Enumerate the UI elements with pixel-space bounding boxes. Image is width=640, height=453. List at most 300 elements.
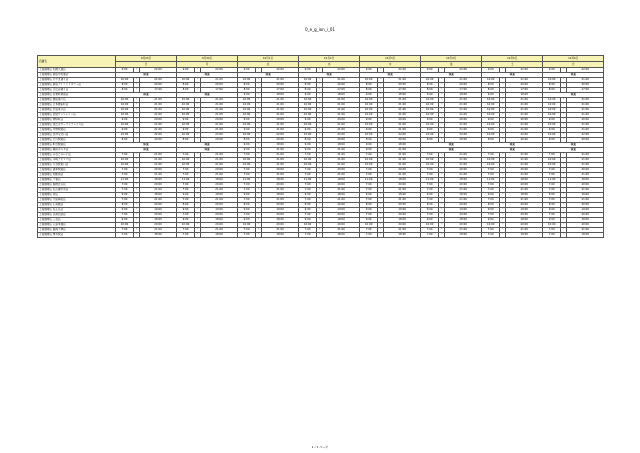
open-time: 9:00 <box>116 193 134 198</box>
time-separator: 〜 <box>318 163 321 166</box>
time-separator: 〜 <box>135 213 138 216</box>
close-time: 21:00 <box>384 173 421 178</box>
open-time: 10:00 <box>421 223 439 228</box>
close-time: 21:00 <box>384 98 421 103</box>
close-time: 20:00 <box>323 118 360 123</box>
close-time: 20:00 <box>201 203 238 208</box>
close-time: 18:00 <box>201 233 238 238</box>
open-time: 10:00 <box>543 133 561 138</box>
close-time: 20:00 <box>384 213 421 218</box>
open-time: 8:00 <box>299 88 317 93</box>
time-separator: 〜 <box>196 88 199 91</box>
close-time: 22:00 <box>201 133 238 138</box>
open-time: 9:00 <box>543 208 561 213</box>
open-time: 8:00 <box>116 88 134 93</box>
open-time: 9:00 <box>299 193 317 198</box>
close-time: 20:00 <box>567 183 604 188</box>
time-separator: 〜 <box>379 138 382 141</box>
time-separator: 〜 <box>196 113 199 116</box>
close-time: 20:00 <box>262 223 299 228</box>
time-separator: 〜 <box>562 88 566 91</box>
time-separator: 〜 <box>501 153 504 156</box>
time-separator: 〜 <box>318 143 321 146</box>
time-separator: 〜 <box>501 108 504 111</box>
time-separator: 〜 <box>196 223 199 226</box>
time-separator: 〜 <box>318 93 321 96</box>
time-separator: 〜 <box>501 223 504 226</box>
store-name: 上島珈琲店 立川駅前店 <box>38 138 116 143</box>
close-time: 20:00 <box>262 138 299 143</box>
time-separator: 〜 <box>196 108 199 111</box>
close-time: 21:00 <box>262 188 299 193</box>
open-time: 7:00 <box>177 188 195 193</box>
time-separator: 〜 <box>135 223 138 226</box>
close-time: 21:00 <box>567 188 604 193</box>
close-time: 21:00 <box>323 148 360 153</box>
header-weekday: 水 <box>299 62 360 68</box>
time-separator: 〜 <box>562 163 566 166</box>
open-time: 10:00 <box>421 78 439 83</box>
time-separator: 〜 <box>501 103 504 106</box>
open-time: 10:00 <box>238 123 256 128</box>
open-time: 7:00 <box>116 183 134 188</box>
close-time: 17:00 <box>201 88 238 93</box>
open-time: 10:00 <box>360 163 378 168</box>
close-time: 20:00 <box>384 138 421 143</box>
open-time: 8:00 <box>421 203 439 208</box>
close-time: 21:00 <box>506 198 543 203</box>
time-separator: 〜 <box>440 208 443 211</box>
close-time: 18:00 <box>506 218 543 223</box>
open-time: 9:00 <box>360 218 378 223</box>
close-time: 18:00 <box>323 218 360 223</box>
time-separator: 〜 <box>257 118 260 121</box>
close-time: 20:00 <box>140 118 177 123</box>
time-separator: 〜 <box>135 103 138 106</box>
close-time: 21:00 <box>201 153 238 158</box>
open-time: 7:00 <box>421 233 439 238</box>
close-time: 22:00 <box>445 68 482 73</box>
close-time: 20:00 <box>201 118 238 123</box>
time-separator: 〜 <box>318 138 321 141</box>
open-time: 7:00 <box>238 173 256 178</box>
open-time: 9:00 <box>299 68 317 73</box>
time-separator: 〜 <box>135 118 138 121</box>
time-separator: 〜 <box>562 123 566 126</box>
store-name: 上島珈琲店 大阪梅田店 <box>38 198 116 203</box>
close-time: 21:00 <box>384 158 421 163</box>
open-time: 10:00 <box>543 113 561 118</box>
open-time: 10:00 <box>421 98 439 103</box>
open-time: 9:00 <box>360 143 378 148</box>
time-separator: 〜 <box>318 118 321 121</box>
open-time: 10:00 <box>299 113 317 118</box>
close-time: 18:00 <box>384 143 421 148</box>
close-time: 18:00 <box>445 178 482 183</box>
open-time: 9:00 <box>299 218 317 223</box>
time-separator: 〜 <box>440 138 443 141</box>
close-time: 21:00 <box>262 163 299 168</box>
close-time: 21:00 <box>140 113 177 118</box>
open-time: 11:00 <box>360 178 378 183</box>
open-time: 7:00 <box>177 153 195 158</box>
close-time: 22:00 <box>445 133 482 138</box>
closed-label: 休業 <box>543 143 604 148</box>
time-separator: 〜 <box>562 138 566 141</box>
open-time: 7:00 <box>482 183 500 188</box>
close-time: 20:00 <box>567 223 604 228</box>
close-time: 21:00 <box>445 98 482 103</box>
open-time: 7:00 <box>177 173 195 178</box>
open-time: 11:00 <box>421 178 439 183</box>
close-time: 21:00 <box>262 123 299 128</box>
open-time: 9:00 <box>238 118 256 123</box>
time-separator: 〜 <box>196 128 199 131</box>
time-separator: 〜 <box>318 68 321 71</box>
open-time: 8:00 <box>360 138 378 143</box>
close-time: 20:00 <box>140 183 177 188</box>
close-time: 21:00 <box>567 228 604 233</box>
closed-label: 休業 <box>116 93 177 98</box>
open-time: 9:00 <box>116 208 134 213</box>
time-separator: 〜 <box>318 168 321 171</box>
open-time: 10:00 <box>360 78 378 83</box>
open-time: 7:00 <box>177 228 195 233</box>
close-time: 21:00 <box>140 163 177 168</box>
time-separator: 〜 <box>257 158 260 161</box>
open-time: 7:00 <box>360 168 378 173</box>
open-time: 8:00 <box>421 83 439 88</box>
close-time: 19:00 <box>201 208 238 213</box>
open-time: 9:00 <box>299 208 317 213</box>
open-time: 9:00 <box>421 218 439 223</box>
open-time: 9:00 <box>116 218 134 223</box>
open-time: 9:00 <box>116 68 134 73</box>
open-time: 7:00 <box>543 198 561 203</box>
open-time: 10:00 <box>482 78 500 83</box>
time-separator: 〜 <box>379 178 382 181</box>
store-name: 上島珈琲店 札幌大通店 <box>38 68 116 73</box>
close-time: 20:00 <box>506 203 543 208</box>
closed-label: 休業 <box>482 73 543 78</box>
close-time: 18:00 <box>140 193 177 198</box>
open-time: 8:00 <box>177 83 195 88</box>
time-separator: 〜 <box>318 108 321 111</box>
document-title: 0_e_g_ion_i_01 <box>305 27 335 32</box>
open-time: 8:00 <box>421 138 439 143</box>
header-date: 10月3日 <box>360 56 421 62</box>
time-separator: 〜 <box>379 98 382 101</box>
time-separator: 〜 <box>440 193 443 196</box>
open-time: 7:00 <box>421 228 439 233</box>
open-time: 8:00 <box>543 203 561 208</box>
store-name: 上島珈琲店 渋谷東口店 <box>38 108 116 113</box>
time-separator: 〜 <box>196 98 199 101</box>
close-time: 21:00 <box>567 153 604 158</box>
closed-label: 休業 <box>543 73 604 78</box>
open-time: 9:00 <box>238 93 256 98</box>
time-separator: 〜 <box>562 223 566 226</box>
close-time: 20:00 <box>506 83 543 88</box>
time-separator: 〜 <box>379 188 382 191</box>
close-time: 22:00 <box>201 68 238 73</box>
time-separator: 〜 <box>196 158 199 161</box>
open-time: 9:00 <box>482 208 500 213</box>
open-time: 7:00 <box>482 188 500 193</box>
time-separator: 〜 <box>379 103 382 106</box>
close-time: 18:00 <box>567 178 604 183</box>
close-time: 21:00 <box>140 78 177 83</box>
close-time: 18:00 <box>384 193 421 198</box>
open-time: 8:00 <box>360 88 378 93</box>
time-separator: 〜 <box>440 93 443 96</box>
close-time: 20:00 <box>262 183 299 188</box>
open-time: 7:00 <box>238 168 256 173</box>
time-separator: 〜 <box>440 158 443 161</box>
time-separator: 〜 <box>562 183 566 186</box>
open-time: 10:00 <box>177 223 195 228</box>
open-time: 9:00 <box>177 118 195 123</box>
time-separator: 〜 <box>501 98 504 101</box>
close-time: 18:00 <box>384 93 421 98</box>
time-separator: 〜 <box>562 158 566 161</box>
open-time: 9:00 <box>421 118 439 123</box>
time-separator: 〜 <box>562 78 566 81</box>
open-time: 10:00 <box>299 108 317 113</box>
open-time: 10:00 <box>360 133 378 138</box>
time-separator: 〜 <box>501 203 504 206</box>
closed-label: 休業 <box>177 143 238 148</box>
open-time: 10:00 <box>482 133 500 138</box>
close-time: 22:00 <box>262 68 299 73</box>
open-time: 9:00 <box>482 218 500 223</box>
close-time: 21:00 <box>140 98 177 103</box>
close-time: 20:00 <box>445 168 482 173</box>
store-name: 上島珈琲店 町田駅前店 <box>38 143 116 148</box>
time-separator: 〜 <box>257 138 260 141</box>
close-time: 21:00 <box>262 228 299 233</box>
time-separator: 〜 <box>135 78 138 81</box>
time-separator: 〜 <box>318 183 321 186</box>
close-time: 21:00 <box>384 103 421 108</box>
close-time: 21:00 <box>506 98 543 103</box>
time-separator: 〜 <box>562 108 566 111</box>
close-time: 21:00 <box>140 198 177 203</box>
time-separator: 〜 <box>501 228 504 231</box>
open-time: 7:00 <box>543 188 561 193</box>
close-time: 21:00 <box>567 78 604 83</box>
open-time: 7:00 <box>299 228 317 233</box>
store-name: 上島珈琲店 心斎橋店 <box>38 203 116 208</box>
open-time: 10:00 <box>116 108 134 113</box>
open-time: 7:00 <box>421 213 439 218</box>
time-separator: 〜 <box>196 163 199 166</box>
open-time: 9:00 <box>177 208 195 213</box>
close-time: 21:00 <box>445 113 482 118</box>
time-separator: 〜 <box>379 108 382 111</box>
time-separator: 〜 <box>440 133 443 136</box>
close-time: 20:00 <box>384 183 421 188</box>
open-time: 10:00 <box>238 113 256 118</box>
time-separator: 〜 <box>135 133 138 136</box>
time-separator: 〜 <box>257 218 260 221</box>
open-time: 9:00 <box>482 68 500 73</box>
open-time: 7:00 <box>177 183 195 188</box>
close-time: 18:00 <box>262 218 299 223</box>
time-separator: 〜 <box>257 163 260 166</box>
close-time: 20:00 <box>201 168 238 173</box>
time-separator: 〜 <box>196 203 199 206</box>
open-time: 9:00 <box>238 148 256 153</box>
close-time: 20:00 <box>262 168 299 173</box>
close-time: 18:00 <box>384 233 421 238</box>
open-time: 10:00 <box>177 133 195 138</box>
closed-label: 休業 <box>482 148 543 153</box>
close-time: 21:00 <box>445 153 482 158</box>
open-time: 8:00 <box>543 138 561 143</box>
close-time: 21:00 <box>445 78 482 83</box>
close-time: 21:00 <box>201 98 238 103</box>
time-separator: 〜 <box>501 93 504 96</box>
close-time: 20:00 <box>445 213 482 218</box>
open-time: 8:00 <box>543 88 561 93</box>
open-time: 10:00 <box>299 223 317 228</box>
time-separator: 〜 <box>501 128 504 131</box>
time-separator: 〜 <box>318 83 321 86</box>
close-time: 20:00 <box>445 223 482 228</box>
time-separator: 〜 <box>257 108 260 111</box>
open-time: 8:00 <box>482 88 500 93</box>
open-time: 10:00 <box>421 108 439 113</box>
open-time: 8:00 <box>116 138 134 143</box>
time-separator: 〜 <box>257 93 260 96</box>
open-time: 7:00 <box>299 173 317 178</box>
close-time: 21:00 <box>323 98 360 103</box>
open-time: 8:00 <box>482 138 500 143</box>
open-time: 10:00 <box>116 78 134 83</box>
header-store-name: 店舗名 <box>38 56 116 68</box>
open-time: 7:00 <box>543 233 561 238</box>
close-time: 20:00 <box>140 213 177 218</box>
open-time: 10:00 <box>421 113 439 118</box>
close-time: 20:00 <box>140 138 177 143</box>
open-time: 7:00 <box>421 188 439 193</box>
close-time: 21:00 <box>445 198 482 203</box>
close-time: 21:00 <box>262 113 299 118</box>
close-time: 18:00 <box>323 178 360 183</box>
time-separator: 〜 <box>440 178 443 181</box>
store-name: 上島珈琲店 大宮駅東口店 <box>38 163 116 168</box>
close-time: 21:00 <box>323 228 360 233</box>
close-time: 21:00 <box>384 123 421 128</box>
store-name: 上島珈琲店 浦和駅前店 <box>38 168 116 173</box>
open-time: 9:00 <box>238 128 256 133</box>
open-time: 9:00 <box>543 128 561 133</box>
close-time: 17:00 <box>323 88 360 93</box>
time-separator: 〜 <box>440 128 443 131</box>
close-time: 20:00 <box>384 83 421 88</box>
time-separator: 〜 <box>379 113 382 116</box>
close-time: 18:00 <box>506 93 543 98</box>
open-time: 7:00 <box>238 188 256 193</box>
time-separator: 〜 <box>440 188 443 191</box>
time-separator: 〜 <box>135 218 138 221</box>
time-separator: 〜 <box>135 138 138 141</box>
time-separator: 〜 <box>501 158 504 161</box>
time-separator: 〜 <box>440 123 443 126</box>
time-separator: 〜 <box>440 173 443 176</box>
close-time: 21:00 <box>445 188 482 193</box>
close-time: 21:00 <box>567 173 604 178</box>
time-separator: 〜 <box>562 178 566 181</box>
closed-label: 休業 <box>482 143 543 148</box>
open-time: 7:00 <box>421 173 439 178</box>
close-time: 21:00 <box>201 158 238 163</box>
close-time: 21:00 <box>445 128 482 133</box>
open-time: 10:00 <box>543 158 561 163</box>
close-time: 22:00 <box>323 68 360 73</box>
close-time: 20:00 <box>262 203 299 208</box>
time-separator: 〜 <box>196 233 199 236</box>
closed-label: 休業 <box>421 148 482 153</box>
time-separator: 〜 <box>562 193 566 196</box>
time-separator: 〜 <box>440 233 443 236</box>
open-time: 7:00 <box>360 188 378 193</box>
time-separator: 〜 <box>379 218 382 221</box>
time-separator: 〜 <box>257 233 260 236</box>
open-time: 9:00 <box>482 193 500 198</box>
closed-label: 休業 <box>299 73 360 78</box>
time-separator: 〜 <box>196 123 199 126</box>
open-time: 9:00 <box>238 143 256 148</box>
time-separator: 〜 <box>318 178 321 181</box>
time-separator: 〜 <box>440 68 443 71</box>
close-time: 21:00 <box>506 128 543 133</box>
open-time: 7:00 <box>299 213 317 218</box>
close-time: 21:00 <box>201 188 238 193</box>
open-time: 7:00 <box>177 198 195 203</box>
closed-label: 休業 <box>360 73 421 78</box>
close-time: 21:00 <box>445 228 482 233</box>
open-time: 9:00 <box>482 118 500 123</box>
open-time: 10:00 <box>421 163 439 168</box>
time-separator: 〜 <box>379 183 382 186</box>
open-time: 9:00 <box>360 68 378 73</box>
close-time: 21:00 <box>262 173 299 178</box>
close-time: 21:00 <box>140 158 177 163</box>
open-time: 9:00 <box>299 118 317 123</box>
time-separator: 〜 <box>318 148 321 151</box>
close-time: 18:00 <box>567 193 604 198</box>
open-time: 10:00 <box>116 113 134 118</box>
time-separator: 〜 <box>440 163 443 166</box>
open-time: 10:00 <box>177 103 195 108</box>
open-time: 7:00 <box>116 233 134 238</box>
close-time: 21:00 <box>384 188 421 193</box>
time-separator: 〜 <box>257 133 260 136</box>
open-time: 8:00 <box>299 83 317 88</box>
time-separator: 〜 <box>257 183 260 186</box>
open-time: 9:00 <box>421 128 439 133</box>
close-time: 21:00 <box>323 163 360 168</box>
store-name: 上島珈琲店 中野駅前店 <box>38 128 116 133</box>
close-time: 21:00 <box>384 198 421 203</box>
time-separator: 〜 <box>196 198 199 201</box>
store-name: 上島珈琲店 日本橋室町店 <box>38 103 116 108</box>
table-header <box>38 56 604 68</box>
store-name: 上島珈琲店 柏駅前店 <box>38 173 116 178</box>
open-time: 10:00 <box>299 103 317 108</box>
